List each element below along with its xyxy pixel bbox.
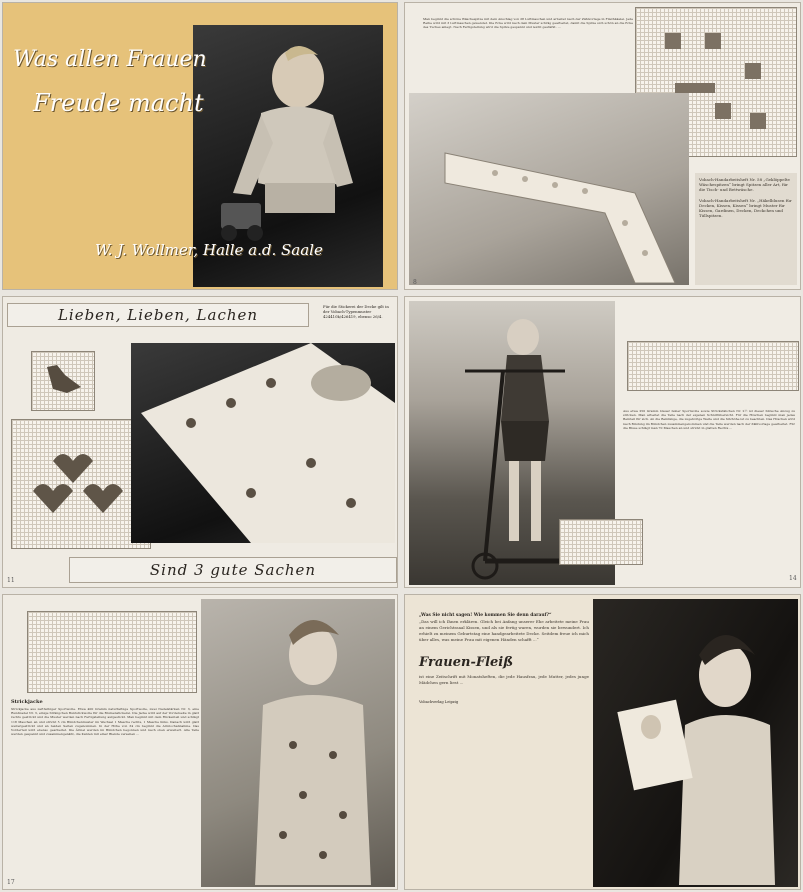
scooter-pattern-chart [627,341,799,391]
page-number: 17 [7,879,15,886]
advert-quote: „Was Sie nicht sagen! Wie kommen Sie denn darauf?“ [419,613,552,618]
page-reading-woman [404,594,801,890]
banner-top [7,303,309,327]
page-number: 8 [413,279,417,286]
cardigan-pattern-chart [27,611,197,693]
page-lace-edging [404,2,801,290]
bird-motif [37,357,87,403]
cover-title-line2: Freude macht [33,89,204,117]
banner-top-text: Lieben, Lieben, Lachen [57,306,259,324]
lace-info-text: Vobach-Handarbeitsheft Nr. 58 „Geklöppelte Wäschespitzen“ bringt Spitzen aller Art, für die Tisch- und Bettwäsche. [699,177,790,192]
page-tablecloth [2,296,398,588]
advert-body-2: ist eine Zeitschrift mit Monatsheften, die jede Hausfrau, jede Mutter, jedes junge Mädchen gern liest ... [419,674,589,685]
tablecloth-caption: Für die Stickerei der Decke gilt in der Vobach-Typenmuster 424410k/426419, ebenso 26/4. [323,304,389,319]
reading-woman-illustration [605,615,795,885]
cover-page [2,2,398,290]
advert-body: „Das will ich Ihnen erklären. Gleich bei Anfang unserer Ehe arbeitete meine Frau an einem Gerichtssaal Kissen, und als sie fertig waren, wurden sie bewundert. Ich erhielt zu meinem Geburtstag eine handgearbeitete Decke. Seitdem freue ich mich über alles, was meine Frau mit eigenen Händen schafft ...“ [419,619,589,642]
tablecloth-illustration [131,343,395,543]
scooter-instructions: Aus etwa 250 Gramm blauer feiner Sportwolle sowie Strickstäbchen Nr. 2½ ist dieser hübsche Anzug zu stricken. Man arbeitet die Teile nach der eigenen Schnittübersicht. Für die Höschen beginnt man jedes Beinteil für sich. An die Beinlänge, die zugehörige Weite und die Sitzhöhe ist zu beachten. Das Höschen wird nach Bindung im Bündchen zusammengenommen und die Teile werden nach der Zählvorlage gearbeitet. Für die Bluse schlägt man 70 Maschen an und strickt in glatten Rechts ... [623,409,795,430]
scooter-small-chart [559,519,643,565]
banner-bottom-text: Sind 3 gute Sachen [149,561,317,579]
lace-info-text-2: Vobach-Handarbeitsheft Nr. „Häkelblusen für Decken, Kissen, Kissen“ bringt Muster für Kissen, Gardinen, Decken, Deckchen und Tüllspitzen. [699,198,792,218]
cover-title-line1: Was allen Frauen [13,47,207,72]
advert-magazine-title: Frauen-Fleiß [419,655,514,670]
page-cardigan [2,594,398,890]
page-number-left: 11 [7,577,15,584]
cover-boy-illustration [203,33,373,263]
advert-column [419,613,589,883]
lace-info-box [695,173,797,285]
cover-publisher: W. J. Wollmer, Halle a.d. Saale [95,241,323,259]
cardigan-woman-illustration [203,605,393,885]
page-number: 14 [789,575,797,582]
advert-footer: Vobachverlag Leipzig [419,700,459,704]
lace-intro-text: Man beginnt die schöne Wäschespitze mit dem Anschlag von 28 Luftmaschen und arbeitet nach der Zählvorlage in Filethäkelei. Jede Reihe wird mit 3 Luftmaschen gewendet. Die Ecke wird nach dem Muster schräg gearbeitet, damit die Spitze sich schön an die Ecke des Tuches anlegt. Nach Fertigstellung wird die Spitze gespannt und leicht gestärkt. ... [423,17,633,30]
lace-edging-illustration [435,133,685,283]
banner-bottom [69,557,397,583]
page-scooter-boy [404,296,801,588]
cardigan-instructions: Strickjacke aus zartfarbiger Sportwolle. Etwa 400 Gramm naturfarbige Sportwolle, zwei Nadelstärken Nr. 3, eine Rundnadel Nr. 3, einige Strängchen Buntstickwolle für die Blumenstickerei. Die Jacke wird auf der Vorderseite in glatt rechts gestrickt und die Muster werden nach Fertigstellung aufgestickt. Man beginnt mit dem Rückenteil und schlägt 118 Maschen an und strickt 5 cm Bündchenmuster im Wechsel 1 Masche rechts, 1 Masche links. Danach wird glatt weitergestrickt und an beiden Seiten zugenommen. In der Höhe von 34 cm beginnt die Armlochabnahme. Das Vorderteil wird ebenso gearbeitet. Die Ärmel werden im Bündchen begonnen und nach oben erweitert. Alle Teile werden gespannt und zusammengenäht, die Kanten mit einer Blende versehen ... [11,707,199,737]
heart-motif [23,431,137,535]
cardigan-heading: Strickjacke [11,699,43,705]
